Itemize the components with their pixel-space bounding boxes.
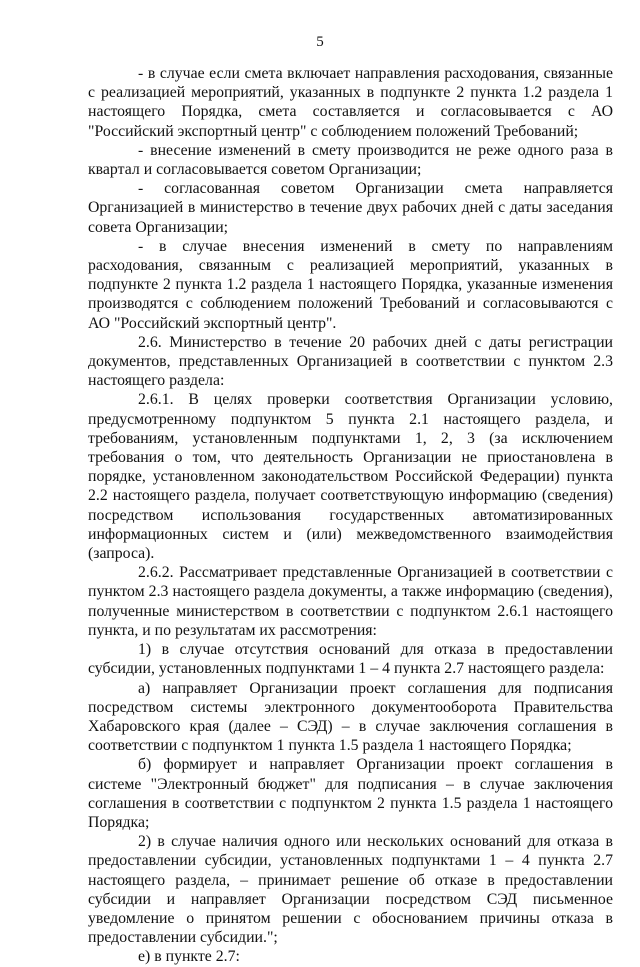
paragraph-item-1: 1) в случае отсутствия оснований для отказа в предоставлении субсидии, установленных подпунктами 1 – 4 пункта 2.7 настоящего раздела: [88,641,613,678]
paragraph-item-2: 2) в случае наличия одного или нескольких оснований для отказа в предоставлении субсидии, установленных подпунктами 1 – 4 пункта 2.7 настоящего раздела, – принимает решение об отказе в предоставлении субсидии и направляет Организации посредством СЭД письменное уведомление о принятом решении с обоснованием причины отказа в предоставлении субсидии."; [88,833,613,947]
paragraph-item-a: а) направляет Организации проект соглашения для подписания посредством системы электронного документооборота Правительства Хабаровского края (далее – СЭД) – в случае заключения соглашения в соответствии с подпунктом 1 пункта 1.5 раздела 1 настоящего Порядка; [88,679,613,755]
paragraph-2-6: 2.6. Министерство в течение 20 рабочих дней с даты регистрации документов, представленных Организацией в соответствии с пунктом 2.3 настоящего раздела: [88,333,613,390]
paragraph-estimate-amendments: - в случае внесения изменений в смету по направлениям расходования, связанным с реализацией мероприятий, указанных в подпункте 2 пункта 1.2 раздела 1 настоящего Порядка, указанные изменения производятся с соблюдением положений Требований и согласовываются с АО "Российский экспортный центр". [88,237,613,332]
paragraph-item-e: е) в пункте 2.7: [138,948,240,966]
paragraph-2-6-2: 2.6.2. Рассматривает представленные Организацией в соответствии с пунктом 2.3 настоящего раздела документы, а также информацию (сведения), полученные министерством в соответствии с подпунктом 2.6.1 настоящего пункта, и по результатам их рассмотрения: [88,564,613,639]
paragraph-estimate-quarterly-changes: - внесение изменений в смету производится не реже одного раза в квартал и согласовывается советом Организации; [88,141,613,179]
page-number: 5 [316,34,324,50]
paragraph-2-6-1: 2.6.1. В целях проверки соответствия Организации условию, предусмотренному подпунктом 5 пункта 2.1 настоящего раздела, и требованиям, установленным подпунктами 1, 2, 3 (за исключением требования о том, что деятельность Организации не приостановлена в порядке, установленном законодательством Российской Федерации) пункта 2.2 настоящего раздела, получает соответствующую информацию (сведения) посредством использования государственных автоматизированных информационных систем и (или) межведомственного взаимодействия (запроса). [88,391,613,563]
paragraph-estimate-submission: - согласованная советом Организации смета направляется Организацией в министерство в течение двух рабочих дней с даты заседания совета Организации; [88,180,613,236]
document-body [88,64,613,967]
paragraph-item-b: б) формирует и направляет Организации проект соглашения в системе "Электронный бюджет" для подписания – в случае заключения соглашения в соответствии с подпунктом 2 пункта 1.5 раздела 1 настоящего Порядка; [88,756,613,831]
paragraph-estimate-export-center: - в случае если смета включает направления расходования, связанные с реализацией мероприятий, указанных в подпункте 2 пункта 1.2 раздела 1 настоящего Порядка, смета составляется и согласовывается с АО "Российский экспортный центр" с соблюдением положений Требований; [88,65,613,140]
